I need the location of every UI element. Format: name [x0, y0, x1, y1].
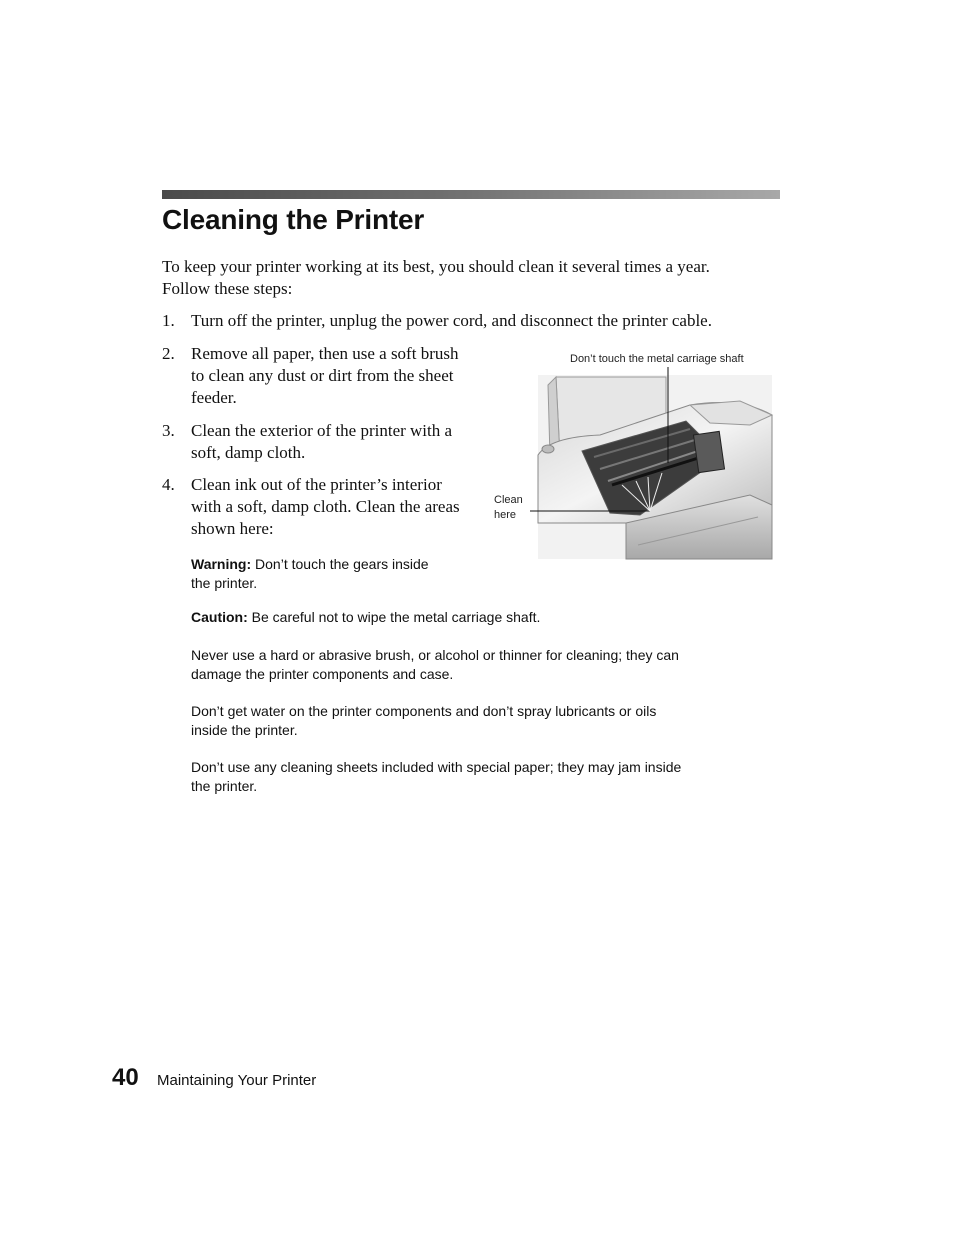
footer-section-title: Maintaining Your Printer: [157, 1072, 317, 1089]
step-text: Turn off the printer, unplug the power cord, and disconnect the printer cable.: [191, 311, 712, 330]
note-line: inside the printer.: [191, 722, 298, 738]
step-text-line: shown here:: [191, 519, 274, 538]
step-number: 1.: [162, 311, 175, 330]
step-2: [162, 343, 482, 409]
step-4: [162, 474, 482, 540]
note-water: [191, 702, 761, 740]
warning-label: Warning:: [191, 556, 252, 572]
printer-drawing: [490, 345, 780, 565]
step-text-line: feeder.: [191, 388, 237, 407]
note-cleaning-sheets: [191, 758, 761, 796]
step-text-line: soft, damp cloth.: [191, 443, 306, 462]
page-number: 40: [112, 1064, 139, 1091]
note-line: Don’t get water on the printer components and don’t spray lubricants or oils: [191, 703, 657, 719]
step-text-line: Clean ink out of the printer’s interior: [191, 475, 442, 494]
step-text-line: Remove all paper, then use a soft brush: [191, 344, 459, 363]
note-line: damage the printer components and case.: [191, 666, 454, 682]
step-number: 2.: [162, 344, 175, 363]
caution-note: [191, 608, 751, 627]
page-title: Cleaning the Printer: [162, 204, 425, 235]
step-text-line: with a soft, damp cloth. Clean the areas: [191, 497, 460, 516]
warning-note: [191, 555, 481, 593]
step-number: 4.: [162, 475, 175, 494]
intro-paragraph: To keep your printer working at its best, you should clean it several times a year. Follow these steps:: [162, 257, 710, 298]
caution-text: Be careful not to wipe the metal carriage shaft.: [251, 609, 541, 625]
section-rule: [162, 190, 780, 199]
callout-clean-label: Clean: [494, 494, 523, 506]
caution-label: Caution:: [191, 609, 248, 625]
step-number: 3.: [162, 421, 175, 440]
note-brush: [191, 646, 761, 684]
warning-text: the printer.: [191, 575, 258, 591]
step-3: [162, 420, 482, 464]
note-line: Never use a hard or abrasive brush, or alcohol or thinner for cleaning; they can: [191, 647, 679, 663]
callout-clean-label: here: [494, 509, 517, 521]
note-line: Don’t use any cleaning sheets included with special paper; they may jam inside: [191, 759, 682, 775]
warning-text: Don’t touch the gears inside: [255, 556, 429, 572]
step-text-line: to clean any dust or dirt from the sheet: [191, 366, 454, 385]
printer-illustration: [490, 345, 780, 565]
step-text-line: Clean the exterior of the printer with a: [191, 421, 453, 440]
note-line: the printer.: [191, 778, 258, 794]
callout-shaft-label: Don’t touch the metal carriage shaft: [570, 353, 744, 365]
